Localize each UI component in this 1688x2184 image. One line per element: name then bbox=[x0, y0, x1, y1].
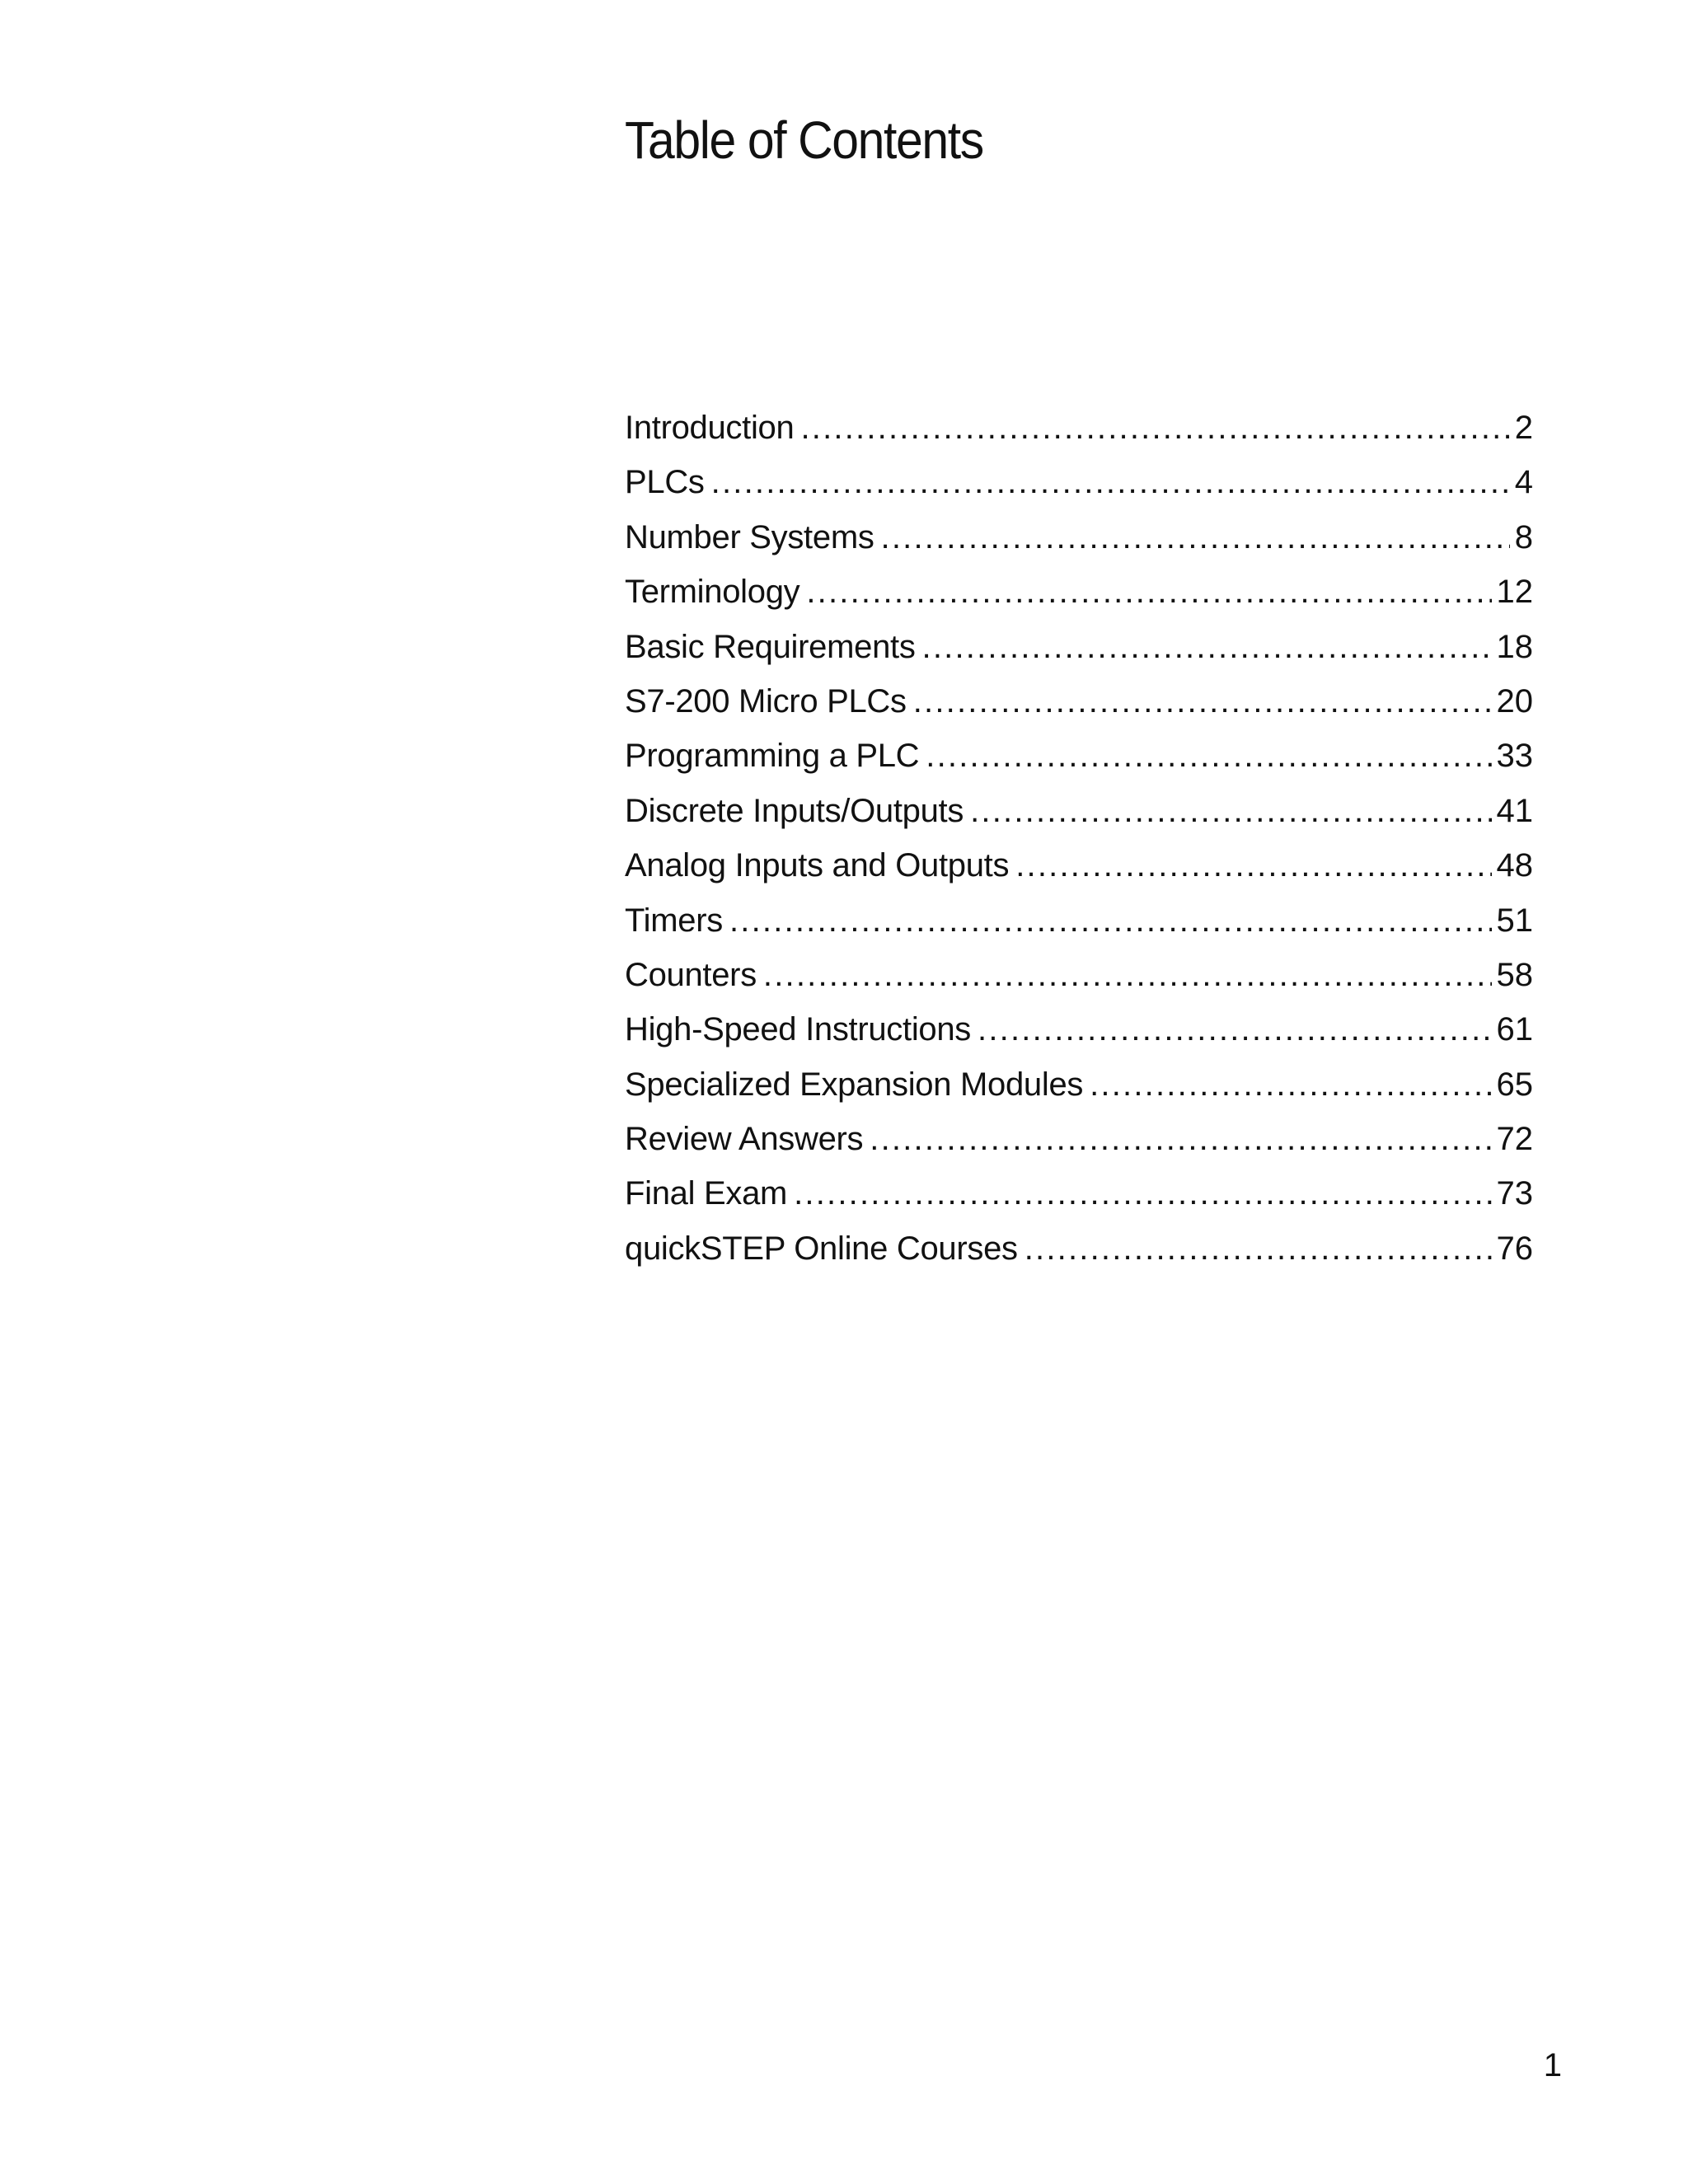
toc-entry bbox=[625, 510, 1533, 565]
toc-entry bbox=[625, 1221, 1533, 1276]
page-title: Table of Contents bbox=[625, 110, 983, 170]
toc-entry-label: Introduction bbox=[625, 410, 795, 446]
toc-entry-label: PLCs bbox=[625, 464, 705, 501]
toc-entry bbox=[625, 674, 1533, 729]
toc-entry-page: 61 bbox=[1496, 1011, 1533, 1048]
dot-leader bbox=[926, 729, 1491, 783]
toc-entry-label: High-Speed Instructions bbox=[625, 1011, 971, 1048]
dot-leader bbox=[763, 948, 1492, 1002]
dot-leader bbox=[729, 893, 1492, 948]
dot-leader bbox=[1015, 838, 1491, 893]
toc-entry bbox=[625, 729, 1533, 783]
dot-leader bbox=[1090, 1057, 1491, 1112]
dot-leader bbox=[922, 620, 1492, 674]
toc-entry-label: S7-200 Micro PLCs bbox=[625, 682, 907, 719]
dot-leader bbox=[978, 1002, 1492, 1057]
toc-entry bbox=[625, 455, 1533, 509]
toc-entry-label: Basic Requirements bbox=[625, 628, 916, 665]
toc-entry-label: Terminology bbox=[625, 574, 800, 611]
toc-entry-label: Final Exam bbox=[625, 1175, 788, 1212]
toc-entry-page: 51 bbox=[1496, 902, 1533, 939]
toc-entry-page: 41 bbox=[1496, 792, 1533, 829]
toc-entry-label: Analog Inputs and Outputs bbox=[625, 847, 1010, 884]
toc-entry-page: 65 bbox=[1496, 1066, 1533, 1103]
dot-leader bbox=[794, 1166, 1491, 1221]
toc-entry-label: Counters bbox=[625, 956, 757, 993]
toc-entry-page: 4 bbox=[1514, 464, 1533, 501]
dot-leader bbox=[970, 784, 1491, 838]
table-of-contents bbox=[625, 401, 1533, 1276]
toc-entry-label: Timers bbox=[625, 902, 723, 939]
toc-entry-page: 48 bbox=[1496, 847, 1533, 884]
dot-leader bbox=[806, 565, 1491, 619]
toc-entry-label: Review Answers bbox=[625, 1121, 864, 1158]
toc-entry bbox=[625, 893, 1533, 948]
dot-leader bbox=[881, 510, 1510, 565]
toc-entry-label: Number Systems bbox=[625, 518, 874, 555]
toc-entry bbox=[625, 1112, 1533, 1166]
toc-entry bbox=[625, 1057, 1533, 1112]
dot-leader bbox=[1025, 1221, 1492, 1276]
dot-leader bbox=[800, 401, 1509, 455]
toc-entry bbox=[625, 784, 1533, 838]
toc-entry-page: 72 bbox=[1496, 1121, 1533, 1158]
toc-entry bbox=[625, 620, 1533, 674]
toc-entry-label: Specialized Expansion Modules bbox=[625, 1066, 1084, 1103]
toc-entry-label: quickSTEP Online Courses bbox=[625, 1230, 1018, 1267]
toc-entry bbox=[625, 838, 1533, 893]
page-number: 1 bbox=[1543, 2047, 1562, 2083]
toc-entry bbox=[625, 565, 1533, 619]
dot-leader bbox=[913, 674, 1492, 729]
dot-leader bbox=[870, 1112, 1491, 1166]
dot-leader bbox=[711, 455, 1510, 509]
toc-entry-page: 2 bbox=[1514, 410, 1533, 446]
toc-entry-page: 33 bbox=[1496, 738, 1533, 775]
toc-entry bbox=[625, 1002, 1533, 1057]
toc-entry-page: 20 bbox=[1496, 682, 1533, 719]
toc-entry bbox=[625, 1166, 1533, 1221]
toc-entry-page: 73 bbox=[1496, 1175, 1533, 1212]
toc-entry-page: 58 bbox=[1496, 956, 1533, 993]
toc-entry-page: 76 bbox=[1496, 1230, 1533, 1267]
toc-entry-label: Programming a PLC bbox=[625, 738, 920, 775]
toc-entry-label: Discrete Inputs/Outputs bbox=[625, 792, 964, 829]
toc-entry bbox=[625, 401, 1533, 455]
toc-entry-page: 8 bbox=[1514, 518, 1533, 555]
toc-entry-page: 12 bbox=[1496, 574, 1533, 611]
toc-entry bbox=[625, 948, 1533, 1002]
toc-entry-page: 18 bbox=[1496, 628, 1533, 665]
